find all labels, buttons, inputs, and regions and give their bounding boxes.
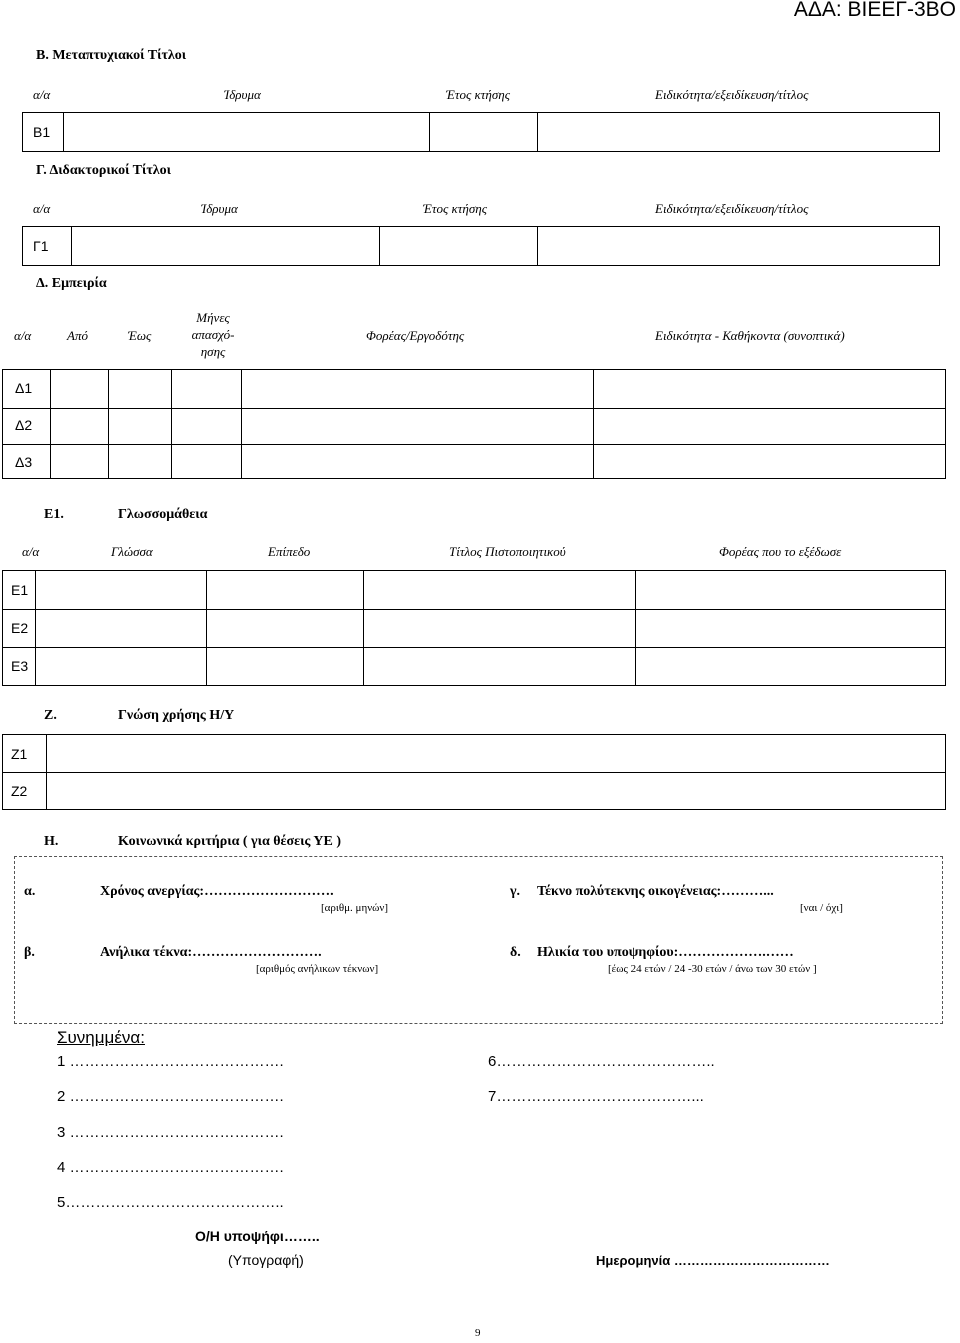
large-family-field[interactable]: Τέκνο πολύτεκνης οικογένειας:………...: [537, 884, 774, 899]
attachment-4[interactable]: 4 …………………………………….: [57, 1159, 284, 1176]
minor-children-field[interactable]: Ανήλικα τέκνα:……………………….: [100, 945, 322, 960]
age-hint: [έως 24 ετών / 24 -30 ετών / άνω των 30 ετών ]: [608, 963, 817, 975]
section-z-title: Γνώση χρήσης Η/Υ: [118, 708, 235, 723]
row-label: Ζ1: [11, 746, 28, 762]
row-label: Ε2: [11, 620, 29, 636]
col-specialty: Ειδικότητα/εξειδίκευση/τίτλος: [655, 201, 809, 216]
section-e-title: Γλωσσομάθεια: [118, 507, 208, 522]
col-aa: α/α: [14, 328, 32, 343]
table-row-b1[interactable]: [22, 112, 940, 152]
section-g-title: Γ. Διδακτορικοί Τίτλοι: [36, 163, 172, 178]
cell-divider: [593, 370, 594, 478]
date-field[interactable]: Ημερομηνία ………………………………: [596, 1253, 830, 1268]
row-divider: [3, 772, 945, 773]
col-months-3: ησης: [200, 344, 226, 359]
row-label: Ζ2: [11, 783, 28, 799]
cell-divider: [363, 571, 364, 685]
col-year: Έτος κτήσης: [446, 87, 510, 102]
attachment-5[interactable]: 5……………………………………..: [57, 1194, 284, 1211]
page-number: 9: [475, 1327, 481, 1339]
social-criteria-box: [14, 856, 943, 1024]
col-specialty: Ειδικότητα/εξειδίκευση/τίτλος: [655, 87, 809, 102]
attachments-title: Συνημμένα:: [57, 1028, 145, 1047]
section-h-num: Η.: [44, 834, 59, 849]
section-h-title: Κοινωνικά κριτήρια ( για θέσεις ΥΕ ): [118, 834, 341, 849]
criterion-d-label: δ.: [510, 945, 521, 960]
col-employer: Φορέας/Εργοδότης: [366, 328, 465, 343]
cell-divider: [63, 113, 64, 151]
row-divider: [3, 408, 945, 409]
cell-divider: [108, 370, 109, 478]
attachment-1[interactable]: 1 …………………………………….: [57, 1053, 284, 1070]
row-label: Β1: [33, 124, 51, 140]
section-e-num: Ε1.: [44, 507, 64, 522]
col-certificate: Τίτλος Πιστοποιητικού: [449, 544, 566, 559]
table-row-g1[interactable]: [22, 226, 940, 266]
signature-label: (Υπογραφή): [228, 1252, 304, 1268]
row-divider: [3, 609, 945, 610]
attachment-2[interactable]: 2 …………………………………….: [57, 1088, 284, 1105]
row-label: Δ2: [15, 417, 33, 433]
cell-divider: [50, 370, 51, 478]
col-months-1: Μήνες: [196, 310, 230, 325]
col-year: Έτος κτήσης: [423, 201, 487, 216]
criterion-b-label: β.: [24, 945, 35, 960]
col-aa: α/α: [33, 87, 51, 102]
col-institution: Ίδρυμα: [201, 201, 238, 216]
col-issuer: Φορέας που το εξέδωσε: [719, 544, 842, 559]
ada-code: ΑΔΑ: ΒΙΕΕΓ-3ΒΟ: [793, 0, 956, 21]
col-aa: α/α: [33, 201, 51, 216]
cell-divider: [379, 227, 380, 265]
row-label: Γ1: [33, 238, 49, 254]
unemployment-hint: [αριθμ. μηνών]: [321, 902, 389, 914]
large-family-hint: [ναι / όχι]: [800, 902, 843, 914]
attachment-3[interactable]: 3 …………………………………….: [57, 1124, 284, 1141]
col-to: Έως: [128, 328, 152, 343]
cell-divider: [635, 571, 636, 685]
col-aa: α/α: [22, 544, 40, 559]
row-label: Ε3: [11, 658, 29, 674]
cell-divider: [429, 113, 430, 151]
row-divider: [3, 647, 945, 648]
section-b-title: Β. Μεταπτυχιακοί Τίτλοι: [36, 48, 187, 63]
row-label: Δ3: [15, 454, 33, 470]
criterion-a-label: α.: [24, 884, 36, 899]
table-e[interactable]: [2, 570, 946, 686]
cell-divider: [71, 227, 72, 265]
section-z-num: Ζ.: [44, 708, 57, 723]
row-divider: [3, 444, 945, 445]
unemployment-field[interactable]: Χρόνος ανεργίας:……………………….: [100, 884, 334, 899]
col-from: Από: [67, 328, 88, 343]
table-z[interactable]: [2, 734, 946, 810]
col-language: Γλώσσα: [111, 544, 153, 559]
age-field[interactable]: Ηλικία του υποψηφίου:……………….……: [537, 945, 794, 960]
applicant-label[interactable]: Ο/Η υποψήφι……..: [195, 1228, 320, 1244]
cell-divider: [241, 370, 242, 478]
col-duties: Ειδικότητα - Καθήκοντα (συνοπτικά): [655, 328, 845, 343]
criterion-g-label: γ.: [510, 884, 521, 899]
cell-divider: [35, 571, 36, 685]
col-institution: Ίδρυμα: [224, 87, 261, 102]
col-months-2: απασχό-: [191, 327, 235, 342]
minor-children-hint: [αριθμός ανήλικων τέκνων]: [256, 963, 379, 975]
cell-divider: [171, 370, 172, 478]
attachment-6[interactable]: 6……………………………………..: [488, 1053, 715, 1070]
table-d[interactable]: [2, 369, 946, 479]
attachment-7[interactable]: 7…………………………………...: [488, 1088, 704, 1105]
cell-divider: [206, 571, 207, 685]
row-label: Δ1: [15, 380, 33, 396]
cell-divider: [537, 227, 538, 265]
col-level: Επίπεδο: [268, 544, 311, 559]
row-label: Ε1: [11, 582, 29, 598]
cell-divider: [46, 735, 47, 809]
cell-divider: [537, 113, 538, 151]
section-d-title: Δ. Εμπειρία: [36, 276, 107, 291]
